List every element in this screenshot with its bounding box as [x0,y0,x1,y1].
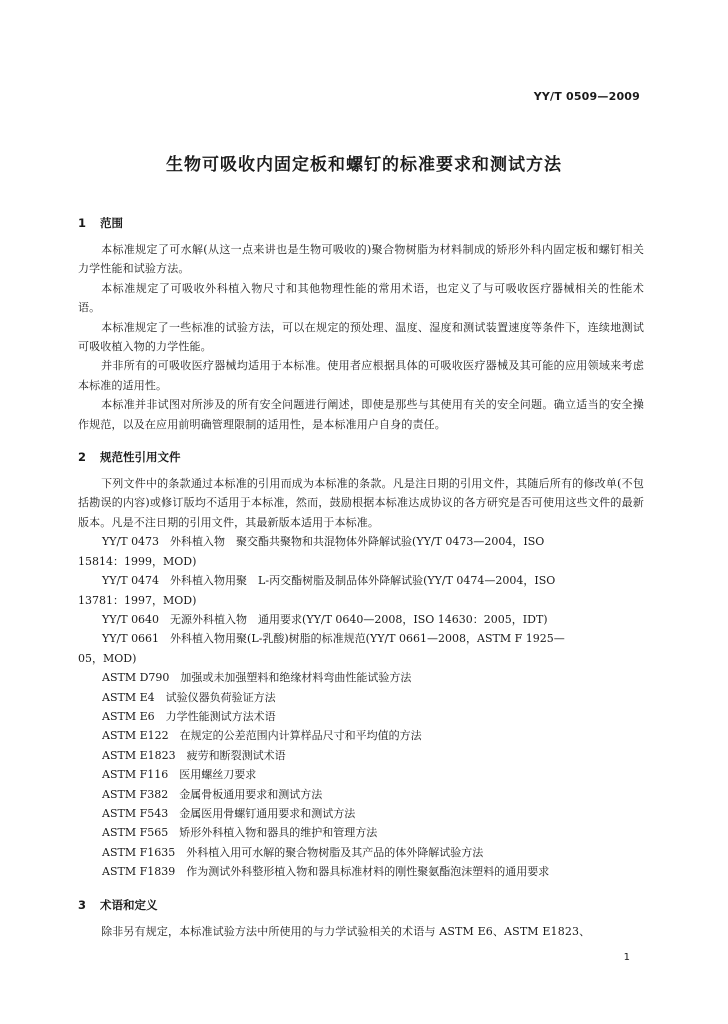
paragraph: 本标准规定了一些标准的试验方法，可以在规定的预处理、温度、湿度和测试装置速度等条件下，连续地测试可吸收植入物的力学性能。 [78,320,644,354]
reference-item [78,532,644,571]
reference-item: YY/T 0640 无源外科植入物 通用要求(YY/T 0640—2008，ISO 14630：2005，IDT) [102,612,548,626]
paragraph: 下列文件中的条款通过本标准的引用而成为本标准的条款。凡是注日期的引用文件，其随后所有的修改单(不包括勘误的内容)或修订版均不适用于本标准，然而，鼓励根据本标准达成协议的各方研究是否可使用这些文件的最新版本。凡是不注日期的引用文件，其最新版本适用于本标准。 [78,477,644,529]
reference-item: ASTM E1823 疲劳和断裂测试术语 [102,748,286,762]
paragraph: 本标准规定了可吸收外科植入物尺寸和其他物理性能的常用术语，也定义了与可吸收医疗器械相关的性能术语。 [78,281,644,315]
paragraph: 除非另有规定，本标准试验方法中所使用的与力学试验相关的术语与 ASTM E6、ASTM E1823、 [101,924,591,938]
reference-item: ASTM E6 力学性能测试方法术语 [102,709,276,723]
section-heading-terms-and-definitions [78,895,644,915]
section-title: 范围 [100,216,123,230]
reference-line: YY/T 0661 外科植入物用聚(L-乳酸)树脂的标准规范(YY/T 0661—2008，ASTM F 1925— [102,632,565,646]
reference-line: 15814：1999，MOD) [78,554,197,568]
paragraph: 并非所有的可吸收医疗器械均适用于本标准。使用者应根据具体的可吸收医疗器械及其可能的应用领域来考虑本标准的适用性。 [78,359,644,392]
reference-item: ASTM F1839 作为测试外科整形植入物和器具标准材料的刚性聚氨酯泡沫塑料的通用要求 [102,865,550,879]
section-title: 规范性引用文件 [100,450,181,465]
reference-item: ASTM F1635 外科植入用可水解的聚合物树脂及其产品的体外降解试验方法 [102,845,484,859]
reference-item: ASTM F382 金属骨板通用要求和测试方法 [102,787,323,801]
reference-item: ASTM E122 在规定的公差范围内计算样品尺寸和平均值的方法 [102,729,422,743]
section-number: 3 [78,897,87,912]
reference-item [78,629,644,668]
page-number: 1 [623,952,630,963]
document-body [78,213,644,941]
reference-item: ASTM F565 矫形外科植入物和器具的维护和管理方法 [102,826,378,840]
section-heading-scope [78,213,644,233]
document-title: 生物可吸收内固定板和螺钉的标准要求和测试方法 [166,155,562,175]
reference-item: ASTM F116 医用螺丝刀要求 [102,768,257,782]
reference-line: 05，MOD) [78,651,137,665]
section-heading-normative-references [78,447,644,467]
reference-line: YY/T 0474 外科植入物用聚 L-丙交酯树脂及制品体外降解试验(YY/T 0474—2004，ISO [102,574,556,588]
section-number: 2 [78,450,87,465]
section-title: 术语和定义 [100,897,158,912]
reference-item: ASTM F543 金属医用骨螺钉通用要求和测试方法 [102,806,356,820]
paragraph: 本标准并非试图对所涉及的所有安全问题进行阐述，即使是那些与其使用有关的安全问题。确立适当的安全操作规范，以及在应用前明确管理限制的适用性，是本标准用户自身的责任。 [78,398,644,431]
section-number: 1 [78,216,87,230]
reference-item: ASTM D790 加强或未加强塑料和绝缘材料弯曲性能试验方法 [102,671,412,685]
paragraph: 本标准规定了可水解(从这一点来讲也是生物可吸收的)聚合物树脂为材料制成的矫形外科内固定板和螺钉相关力学性能和试验方法。 [78,243,644,276]
reference-line: 13781：1997，MOD) [78,593,197,607]
reference-item: ASTM E4 试验仪器负荷验证方法 [102,690,276,704]
reference-line: YY/T 0473 外科植入物 聚交酯共聚物和共混物体外降解试验(YY/T 0473—2004，ISO [102,535,545,549]
reference-item [78,571,644,610]
standard-code: YY/T 0509—2009 [533,90,640,103]
